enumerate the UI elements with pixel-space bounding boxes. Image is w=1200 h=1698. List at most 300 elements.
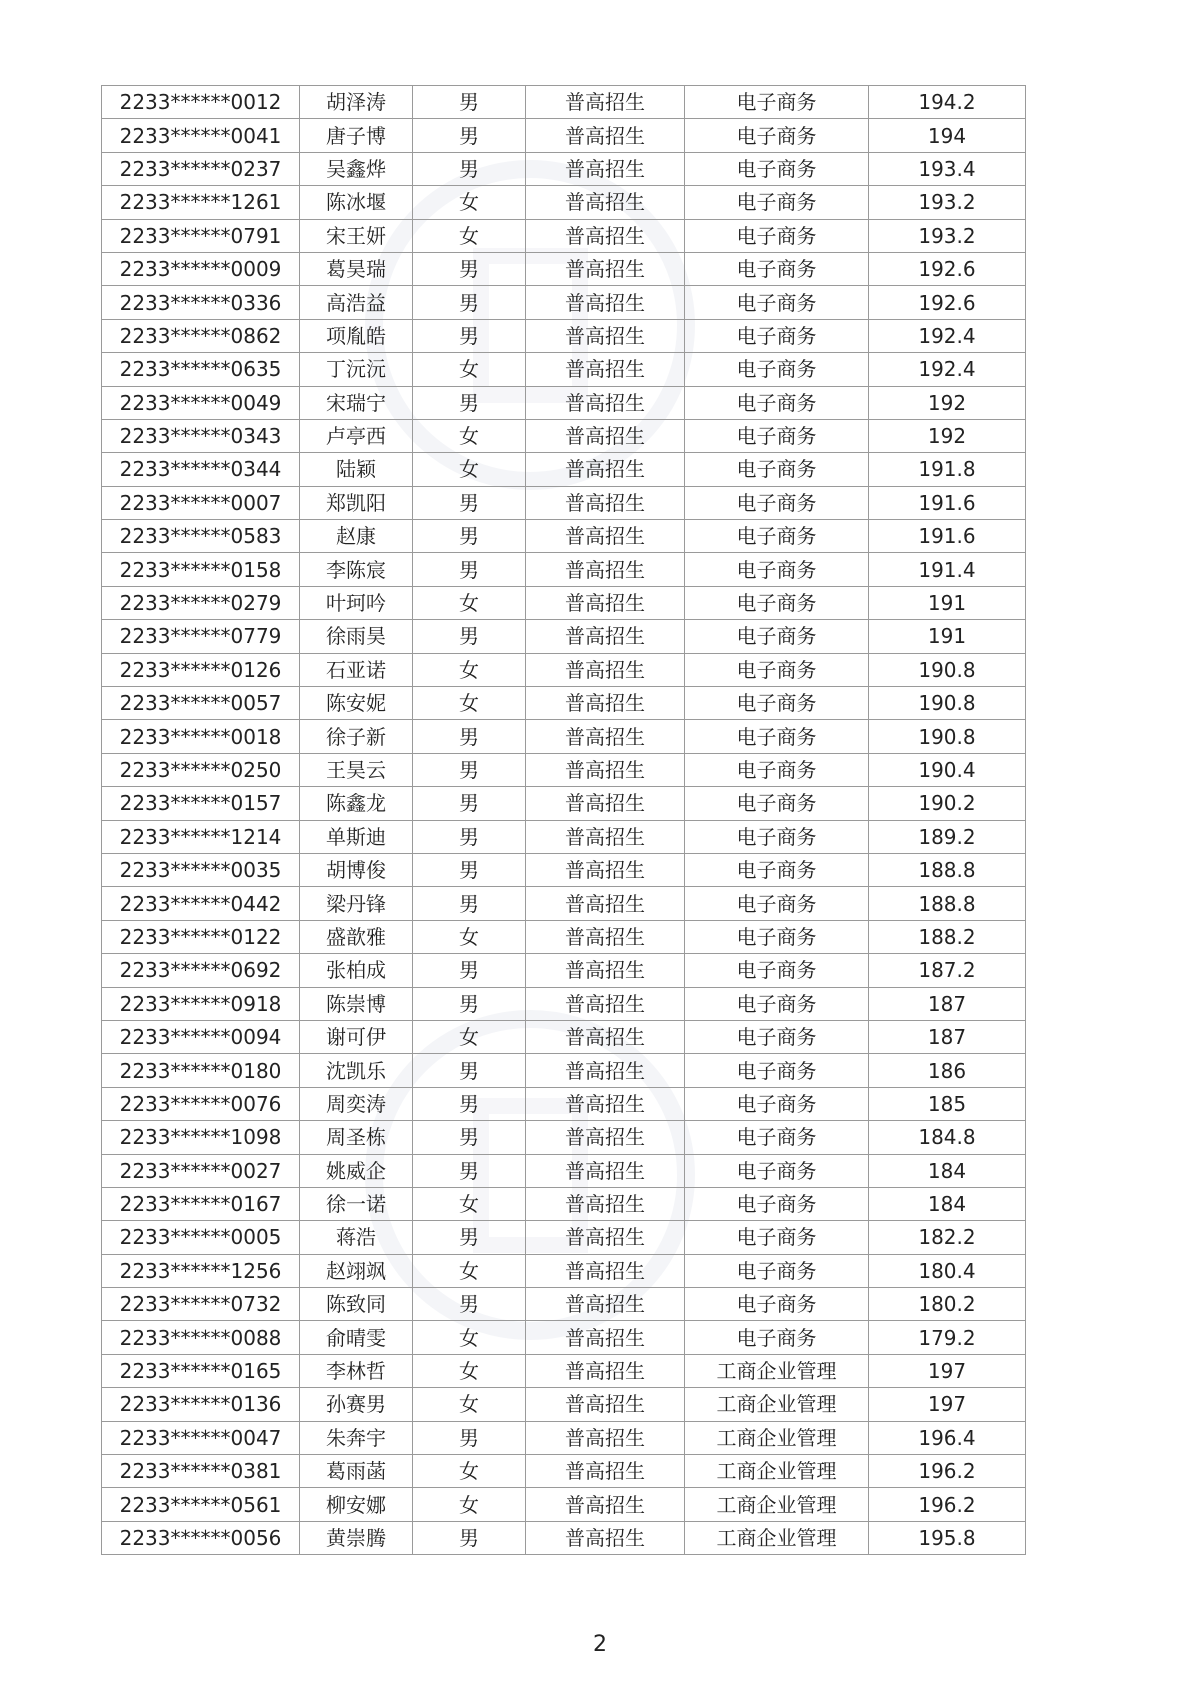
- table-row: [102, 152, 1026, 185]
- cell-admission-type: 普高招生: [526, 1388, 685, 1421]
- table-row: [102, 520, 1026, 553]
- table-row: [102, 453, 1026, 486]
- cell-student-id: 2233******0250: [102, 753, 300, 786]
- cell-major: 电子商务: [685, 853, 869, 886]
- cell-student-id: 2233******0336: [102, 286, 300, 319]
- cell-major: 工商企业管理: [685, 1388, 869, 1421]
- cell-score: 180.4: [869, 1254, 1026, 1287]
- cell-admission-type: 普高招生: [526, 386, 685, 419]
- cell-score: 191: [869, 586, 1026, 619]
- cell-gender: 男: [413, 386, 526, 419]
- cell-name: 高浩益: [300, 286, 413, 319]
- table-row: [102, 219, 1026, 252]
- cell-score: 186: [869, 1054, 1026, 1087]
- cell-name: 石亚诺: [300, 653, 413, 686]
- cell-student-id: 2233******0018: [102, 720, 300, 753]
- cell-name: 李林哲: [300, 1354, 413, 1387]
- cell-major: 电子商务: [685, 687, 869, 720]
- table-row: [102, 720, 1026, 753]
- cell-gender: 男: [413, 520, 526, 553]
- cell-major: 电子商务: [685, 553, 869, 586]
- table-row: [102, 1020, 1026, 1053]
- table-row: [102, 887, 1026, 920]
- table-row: [102, 620, 1026, 653]
- cell-student-id: 2233******0009: [102, 252, 300, 285]
- cell-student-id: 2233******0122: [102, 920, 300, 953]
- cell-score: 189.2: [869, 820, 1026, 853]
- table-row: [102, 419, 1026, 452]
- table-row: [102, 687, 1026, 720]
- cell-admission-type: 普高招生: [526, 820, 685, 853]
- table-row: [102, 252, 1026, 285]
- cell-admission-type: 普高招生: [526, 520, 685, 553]
- cell-admission-type: 普高招生: [526, 1354, 685, 1387]
- cell-student-id: 2233******1214: [102, 820, 300, 853]
- cell-admission-type: 普高招生: [526, 887, 685, 920]
- cell-major: 电子商务: [685, 620, 869, 653]
- cell-gender: 女: [413, 1354, 526, 1387]
- cell-name: 孙赛男: [300, 1388, 413, 1421]
- cell-major: 电子商务: [685, 520, 869, 553]
- cell-student-id: 2233******0027: [102, 1154, 300, 1187]
- cell-admission-type: 普高招生: [526, 286, 685, 319]
- cell-gender: 女: [413, 1187, 526, 1220]
- cell-student-id: 2233******0561: [102, 1488, 300, 1521]
- cell-major: 电子商务: [685, 353, 869, 386]
- cell-admission-type: 普高招生: [526, 353, 685, 386]
- cell-major: 电子商务: [685, 219, 869, 252]
- table-row: [102, 186, 1026, 219]
- cell-score: 196.2: [869, 1488, 1026, 1521]
- cell-major: 电子商务: [685, 119, 869, 152]
- cell-major: 电子商务: [685, 753, 869, 786]
- cell-admission-type: 普高招生: [526, 586, 685, 619]
- cell-major: 电子商务: [685, 286, 869, 319]
- cell-name: 徐一诺: [300, 1187, 413, 1220]
- cell-name: 陆颖: [300, 453, 413, 486]
- cell-name: 盛歆雅: [300, 920, 413, 953]
- cell-admission-type: 普高招生: [526, 1054, 685, 1087]
- cell-name: 叶珂吟: [300, 586, 413, 619]
- cell-score: 190.4: [869, 753, 1026, 786]
- cell-admission-type: 普高招生: [526, 853, 685, 886]
- cell-name: 葛雨菡: [300, 1455, 413, 1488]
- cell-name: 蒋浩: [300, 1221, 413, 1254]
- cell-student-id: 2233******0047: [102, 1421, 300, 1454]
- cell-gender: 女: [413, 419, 526, 452]
- cell-name: 陈崇博: [300, 987, 413, 1020]
- cell-admission-type: 普高招生: [526, 1288, 685, 1321]
- cell-name: 黄崇腾: [300, 1521, 413, 1554]
- cell-major: 电子商务: [685, 1154, 869, 1187]
- cell-student-id: 2233******1261: [102, 186, 300, 219]
- table-row: [102, 1054, 1026, 1087]
- cell-score: 194: [869, 119, 1026, 152]
- page-number: 2: [593, 1632, 607, 1657]
- cell-score: 192.6: [869, 286, 1026, 319]
- cell-score: 190.2: [869, 787, 1026, 820]
- cell-score: 193.2: [869, 186, 1026, 219]
- cell-student-id: 2233******0049: [102, 386, 300, 419]
- cell-gender: 男: [413, 853, 526, 886]
- cell-gender: 女: [413, 219, 526, 252]
- cell-name: 胡泽涛: [300, 86, 413, 119]
- cell-student-id: 2233******0041: [102, 119, 300, 152]
- cell-gender: 男: [413, 286, 526, 319]
- cell-student-id: 2233******0583: [102, 520, 300, 553]
- cell-gender: 男: [413, 620, 526, 653]
- cell-gender: 男: [413, 1121, 526, 1154]
- cell-name: 沈凯乐: [300, 1054, 413, 1087]
- cell-admission-type: 普高招生: [526, 1187, 685, 1220]
- cell-student-id: 2233******0088: [102, 1321, 300, 1354]
- cell-admission-type: 普高招生: [526, 152, 685, 185]
- cell-name: 谢可伊: [300, 1020, 413, 1053]
- cell-admission-type: 普高招生: [526, 954, 685, 987]
- cell-student-id: 2233******1098: [102, 1121, 300, 1154]
- cell-name: 宋瑞宁: [300, 386, 413, 419]
- cell-admission-type: 普高招生: [526, 987, 685, 1020]
- cell-gender: 男: [413, 119, 526, 152]
- cell-name: 项胤皓: [300, 319, 413, 352]
- cell-major: 电子商务: [685, 386, 869, 419]
- cell-major: 电子商务: [685, 1221, 869, 1254]
- cell-score: 194.2: [869, 86, 1026, 119]
- cell-major: 电子商务: [685, 486, 869, 519]
- cell-name: 丁沅沅: [300, 353, 413, 386]
- cell-major: 工商企业管理: [685, 1488, 869, 1521]
- cell-score: 191.4: [869, 553, 1026, 586]
- cell-name: 单斯迪: [300, 820, 413, 853]
- cell-admission-type: 普高招生: [526, 486, 685, 519]
- table-row: [102, 1455, 1026, 1488]
- cell-major: 工商企业管理: [685, 1455, 869, 1488]
- cell-gender: 男: [413, 820, 526, 853]
- cell-score: 191.6: [869, 486, 1026, 519]
- cell-score: 179.2: [869, 1321, 1026, 1354]
- cell-score: 192: [869, 419, 1026, 452]
- cell-name: 柳安娜: [300, 1488, 413, 1521]
- cell-name: 王昊云: [300, 753, 413, 786]
- cell-student-id: 2233******0012: [102, 86, 300, 119]
- cell-score: 182.2: [869, 1221, 1026, 1254]
- cell-name: 陈冰堰: [300, 186, 413, 219]
- cell-student-id: 2233******0005: [102, 1221, 300, 1254]
- cell-score: 197: [869, 1354, 1026, 1387]
- cell-gender: 女: [413, 1455, 526, 1488]
- cell-gender: 男: [413, 486, 526, 519]
- cell-student-id: 2233******0157: [102, 787, 300, 820]
- cell-admission-type: 普高招生: [526, 319, 685, 352]
- cell-score: 196.4: [869, 1421, 1026, 1454]
- cell-name: 姚威企: [300, 1154, 413, 1187]
- cell-admission-type: 普高招生: [526, 1087, 685, 1120]
- cell-name: 吴鑫烨: [300, 152, 413, 185]
- table-row: [102, 119, 1026, 152]
- table-row: [102, 753, 1026, 786]
- cell-major: 工商企业管理: [685, 1421, 869, 1454]
- cell-score: 184.8: [869, 1121, 1026, 1154]
- table-row: [102, 1187, 1026, 1220]
- cell-name: 陈安妮: [300, 687, 413, 720]
- cell-name: 宋王妍: [300, 219, 413, 252]
- cell-gender: 女: [413, 1321, 526, 1354]
- table-row: [102, 1388, 1026, 1421]
- cell-admission-type: 普高招生: [526, 419, 685, 452]
- cell-admission-type: 普高招生: [526, 1221, 685, 1254]
- table-row: [102, 920, 1026, 953]
- cell-student-id: 2233******0126: [102, 653, 300, 686]
- cell-name: 俞晴雯: [300, 1321, 413, 1354]
- cell-admission-type: 普高招生: [526, 687, 685, 720]
- cell-score: 191: [869, 620, 1026, 653]
- cell-major: 电子商务: [685, 453, 869, 486]
- cell-student-id: 2233******1256: [102, 1254, 300, 1287]
- table-row: [102, 987, 1026, 1020]
- cell-score: 193.4: [869, 152, 1026, 185]
- cell-admission-type: 普高招生: [526, 453, 685, 486]
- table-row: [102, 353, 1026, 386]
- cell-name: 徐雨昊: [300, 620, 413, 653]
- cell-major: 电子商务: [685, 319, 869, 352]
- cell-admission-type: 普高招生: [526, 1421, 685, 1454]
- cell-score: 192.6: [869, 252, 1026, 285]
- cell-score: 195.8: [869, 1521, 1026, 1554]
- cell-gender: 男: [413, 1421, 526, 1454]
- cell-major: 电子商务: [685, 1288, 869, 1321]
- cell-gender: 女: [413, 920, 526, 953]
- cell-gender: 男: [413, 987, 526, 1020]
- cell-student-id: 2233******0167: [102, 1187, 300, 1220]
- cell-student-id: 2233******0279: [102, 586, 300, 619]
- table-row: [102, 1154, 1026, 1187]
- cell-score: 184: [869, 1154, 1026, 1187]
- cell-student-id: 2233******0442: [102, 887, 300, 920]
- cell-score: 191.6: [869, 520, 1026, 553]
- cell-score: 188.2: [869, 920, 1026, 953]
- cell-name: 郑凯阳: [300, 486, 413, 519]
- cell-gender: 男: [413, 720, 526, 753]
- cell-student-id: 2233******0692: [102, 954, 300, 987]
- cell-score: 187: [869, 1020, 1026, 1053]
- cell-admission-type: 普高招生: [526, 787, 685, 820]
- table-row: [102, 954, 1026, 987]
- cell-gender: 女: [413, 653, 526, 686]
- cell-student-id: 2233******0094: [102, 1020, 300, 1053]
- cell-major: 电子商务: [685, 419, 869, 452]
- cell-score: 192.4: [869, 353, 1026, 386]
- cell-gender: 男: [413, 787, 526, 820]
- admission-roster-table: [101, 85, 1026, 1555]
- table-row: [102, 787, 1026, 820]
- cell-major: 电子商务: [685, 1187, 869, 1220]
- cell-admission-type: 普高招生: [526, 720, 685, 753]
- cell-major: 电子商务: [685, 152, 869, 185]
- table-row: [102, 1488, 1026, 1521]
- table-row: [102, 1254, 1026, 1287]
- cell-gender: 女: [413, 1020, 526, 1053]
- cell-major: 电子商务: [685, 1087, 869, 1120]
- cell-name: 唐子博: [300, 119, 413, 152]
- cell-score: 184: [869, 1187, 1026, 1220]
- cell-admission-type: 普高招生: [526, 186, 685, 219]
- cell-major: 工商企业管理: [685, 1521, 869, 1554]
- cell-score: 190.8: [869, 687, 1026, 720]
- cell-admission-type: 普高招生: [526, 1254, 685, 1287]
- table-row: [102, 386, 1026, 419]
- cell-gender: 女: [413, 687, 526, 720]
- cell-major: 电子商务: [685, 252, 869, 285]
- cell-gender: 女: [413, 1488, 526, 1521]
- cell-admission-type: 普高招生: [526, 1154, 685, 1187]
- cell-student-id: 2233******0732: [102, 1288, 300, 1321]
- cell-gender: 男: [413, 887, 526, 920]
- cell-admission-type: 普高招生: [526, 119, 685, 152]
- cell-student-id: 2233******0918: [102, 987, 300, 1020]
- cell-major: 电子商务: [685, 586, 869, 619]
- cell-admission-type: 普高招生: [526, 219, 685, 252]
- cell-major: 电子商务: [685, 720, 869, 753]
- cell-major: 电子商务: [685, 1121, 869, 1154]
- cell-major: 电子商务: [685, 820, 869, 853]
- cell-admission-type: 普高招生: [526, 1321, 685, 1354]
- cell-score: 180.2: [869, 1288, 1026, 1321]
- cell-major: 电子商务: [685, 1254, 869, 1287]
- cell-major: 电子商务: [685, 653, 869, 686]
- cell-gender: 女: [413, 353, 526, 386]
- cell-admission-type: 普高招生: [526, 1020, 685, 1053]
- cell-student-id: 2233******0381: [102, 1455, 300, 1488]
- cell-student-id: 2233******0158: [102, 553, 300, 586]
- cell-gender: 男: [413, 86, 526, 119]
- cell-gender: 女: [413, 586, 526, 619]
- cell-gender: 女: [413, 453, 526, 486]
- cell-gender: 男: [413, 252, 526, 285]
- cell-name: 赵翊飒: [300, 1254, 413, 1287]
- cell-gender: 男: [413, 1087, 526, 1120]
- cell-student-id: 2233******0779: [102, 620, 300, 653]
- cell-major: 电子商务: [685, 987, 869, 1020]
- cell-admission-type: 普高招生: [526, 1121, 685, 1154]
- roster-body: [102, 86, 1026, 1555]
- cell-major: 电子商务: [685, 920, 869, 953]
- cell-student-id: 2233******0056: [102, 1521, 300, 1554]
- table-row: [102, 653, 1026, 686]
- cell-admission-type: 普高招生: [526, 1521, 685, 1554]
- cell-name: 张柏成: [300, 954, 413, 987]
- cell-name: 葛昊瑞: [300, 252, 413, 285]
- cell-gender: 男: [413, 152, 526, 185]
- cell-gender: 女: [413, 1254, 526, 1287]
- cell-gender: 女: [413, 186, 526, 219]
- cell-score: 187: [869, 987, 1026, 1020]
- cell-gender: 男: [413, 1288, 526, 1321]
- cell-score: 190.8: [869, 653, 1026, 686]
- cell-student-id: 2233******0862: [102, 319, 300, 352]
- cell-score: 193.2: [869, 219, 1026, 252]
- cell-name: 周圣栋: [300, 1121, 413, 1154]
- cell-major: 电子商务: [685, 86, 869, 119]
- table-row: [102, 820, 1026, 853]
- table-row: [102, 853, 1026, 886]
- cell-name: 徐子新: [300, 720, 413, 753]
- cell-gender: 男: [413, 1154, 526, 1187]
- cell-name: 赵康: [300, 520, 413, 553]
- cell-score: 185: [869, 1087, 1026, 1120]
- cell-gender: 男: [413, 553, 526, 586]
- cell-admission-type: 普高招生: [526, 920, 685, 953]
- cell-admission-type: 普高招生: [526, 1488, 685, 1521]
- cell-major: 电子商务: [685, 887, 869, 920]
- cell-major: 电子商务: [685, 1054, 869, 1087]
- table-row: [102, 1121, 1026, 1154]
- cell-admission-type: 普高招生: [526, 620, 685, 653]
- cell-score: 190.8: [869, 720, 1026, 753]
- cell-name: 朱奔宇: [300, 1421, 413, 1454]
- cell-name: 卢亭西: [300, 419, 413, 452]
- cell-major: 电子商务: [685, 954, 869, 987]
- cell-major: 电子商务: [685, 787, 869, 820]
- cell-student-id: 2233******0344: [102, 453, 300, 486]
- cell-name: 陈鑫龙: [300, 787, 413, 820]
- table-row: [102, 553, 1026, 586]
- table-row: [102, 586, 1026, 619]
- cell-score: 196.2: [869, 1455, 1026, 1488]
- cell-name: 陈致同: [300, 1288, 413, 1321]
- cell-student-id: 2233******0057: [102, 687, 300, 720]
- cell-admission-type: 普高招生: [526, 86, 685, 119]
- cell-major: 电子商务: [685, 186, 869, 219]
- cell-student-id: 2233******0237: [102, 152, 300, 185]
- cell-gender: 男: [413, 954, 526, 987]
- cell-student-id: 2233******0076: [102, 1087, 300, 1120]
- cell-student-id: 2233******0035: [102, 853, 300, 886]
- cell-name: 李陈宸: [300, 553, 413, 586]
- cell-gender: 男: [413, 319, 526, 352]
- cell-student-id: 2233******0136: [102, 1388, 300, 1421]
- cell-gender: 男: [413, 753, 526, 786]
- cell-gender: 男: [413, 1521, 526, 1554]
- cell-gender: 女: [413, 1388, 526, 1421]
- table-row: [102, 1521, 1026, 1554]
- cell-score: 192.4: [869, 319, 1026, 352]
- table-row: [102, 1288, 1026, 1321]
- cell-student-id: 2233******0165: [102, 1354, 300, 1387]
- table-row: [102, 1221, 1026, 1254]
- cell-score: 188.8: [869, 887, 1026, 920]
- table-row: [102, 1354, 1026, 1387]
- cell-admission-type: 普高招生: [526, 653, 685, 686]
- cell-gender: 男: [413, 1054, 526, 1087]
- table-row: [102, 319, 1026, 352]
- table-row: [102, 286, 1026, 319]
- cell-admission-type: 普高招生: [526, 553, 685, 586]
- table-row: [102, 1321, 1026, 1354]
- cell-major: 电子商务: [685, 1020, 869, 1053]
- cell-gender: 男: [413, 1221, 526, 1254]
- cell-student-id: 2233******0635: [102, 353, 300, 386]
- cell-name: 周奕涛: [300, 1087, 413, 1120]
- cell-score: 187.2: [869, 954, 1026, 987]
- cell-score: 188.8: [869, 853, 1026, 886]
- cell-major: 电子商务: [685, 1321, 869, 1354]
- cell-admission-type: 普高招生: [526, 1455, 685, 1488]
- cell-score: 191.8: [869, 453, 1026, 486]
- cell-score: 192: [869, 386, 1026, 419]
- cell-student-id: 2233******0180: [102, 1054, 300, 1087]
- table-row: [102, 1087, 1026, 1120]
- cell-student-id: 2233******0007: [102, 486, 300, 519]
